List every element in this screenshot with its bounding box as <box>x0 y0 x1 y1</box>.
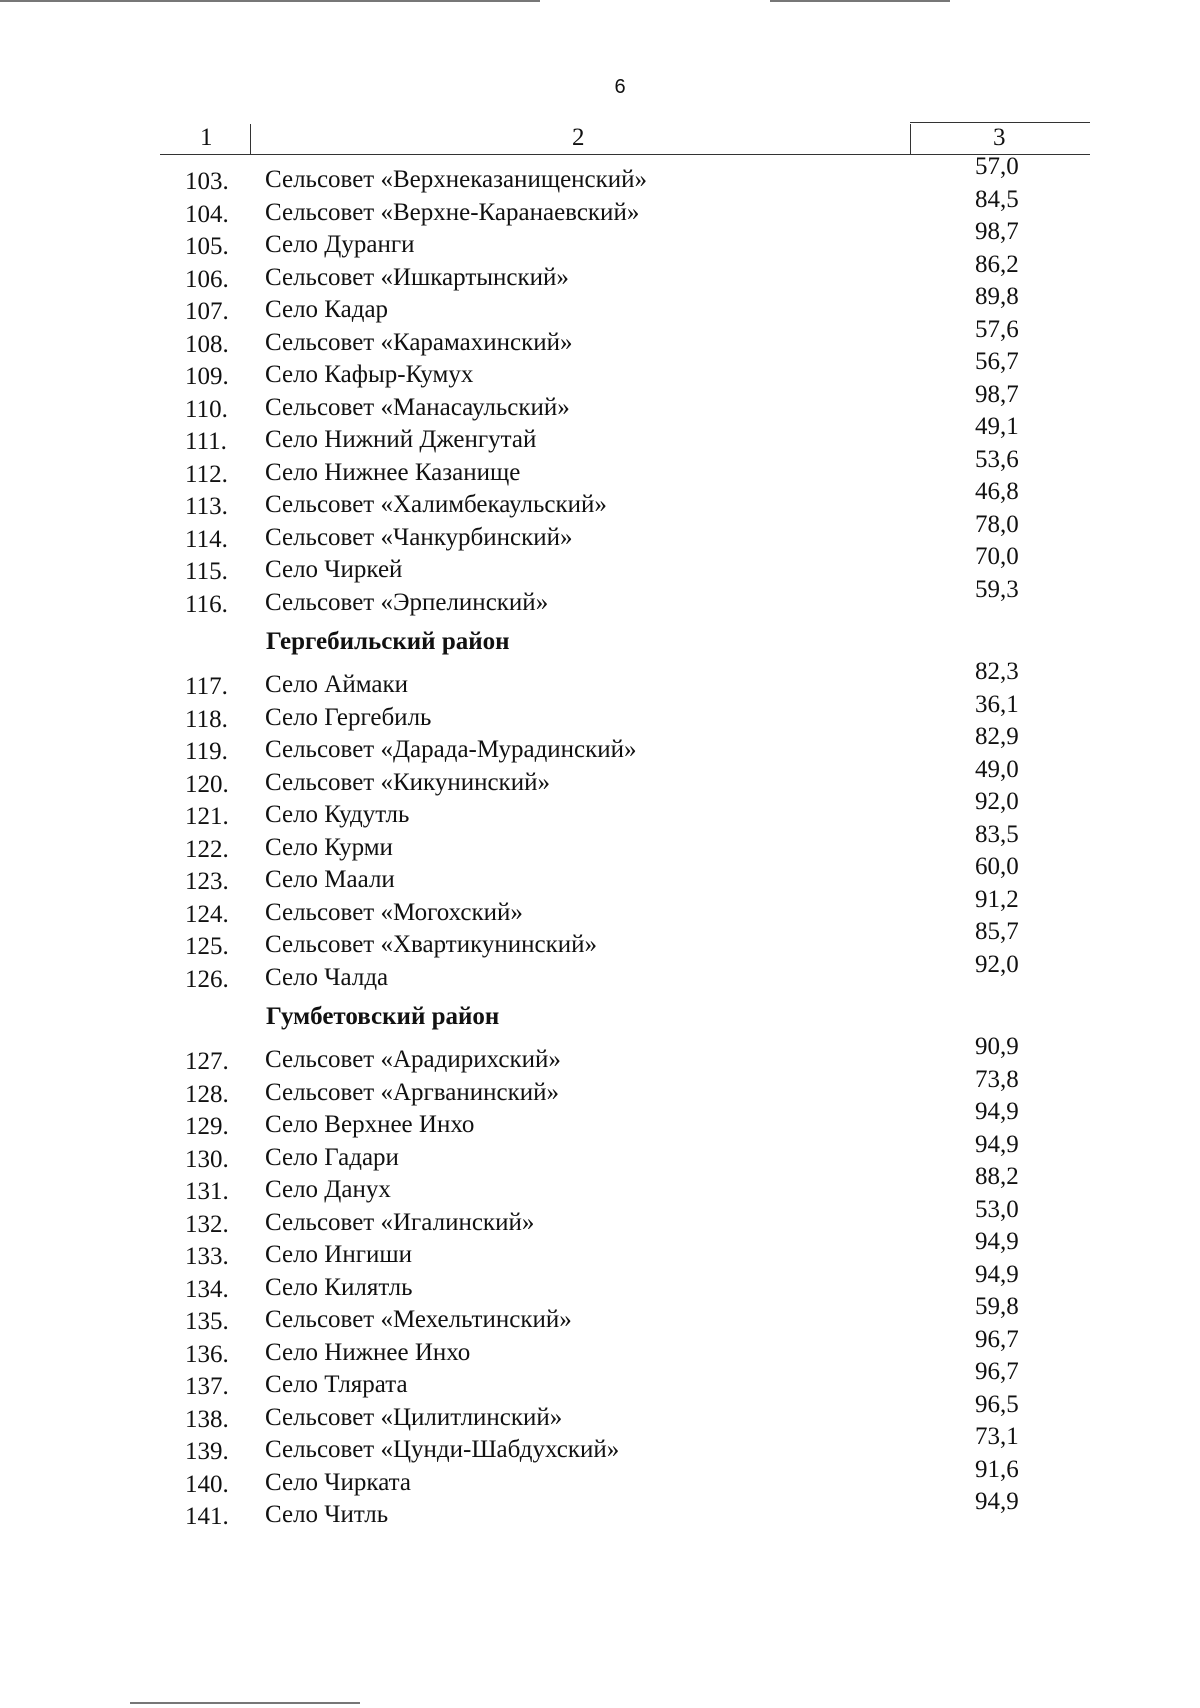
row-value: 73,8 <box>975 1065 1019 1093</box>
row-number: 104. <box>185 200 229 228</box>
row-number: 140. <box>185 1470 229 1498</box>
row-number: 127. <box>185 1048 229 1075</box>
table-row <box>0 1488 1200 1530</box>
row-number: 110. <box>185 395 228 423</box>
row-name: Сельсовет «Манасаульский» <box>265 393 570 421</box>
row-number: 103. <box>185 168 229 195</box>
row-value: 88,2 <box>975 1163 1019 1190</box>
table-row <box>0 658 1200 700</box>
table-row <box>0 1293 1200 1335</box>
page-number: 6 <box>614 76 626 98</box>
table-row <box>0 413 1200 455</box>
row-number: 124. <box>185 900 229 928</box>
row-number: 139. <box>185 1438 229 1465</box>
table-row <box>0 918 1200 960</box>
district-heading <box>0 988 1200 1038</box>
row-value: 96,5 <box>975 1390 1019 1418</box>
table-row <box>0 478 1200 520</box>
row-name: Сельсовет «Ишкартынский» <box>265 263 569 291</box>
row-name: Сельсовет «Верхнеказанищенский» <box>265 166 648 193</box>
row-name: Село Нижний Дженгутай <box>265 426 537 453</box>
table-row <box>0 1228 1200 1270</box>
row-name: Село Аймаки <box>265 671 409 698</box>
table-row <box>0 820 1200 863</box>
header-col-2: 2 <box>572 124 585 151</box>
row-value: 83,5 <box>975 820 1019 848</box>
row-number: 130. <box>185 1145 229 1173</box>
row-number: 138. <box>185 1405 229 1433</box>
header-divider <box>910 124 911 154</box>
district-heading <box>0 613 1200 663</box>
table-body <box>0 153 1200 1530</box>
scan-border-bottom <box>130 1702 360 1704</box>
table-row <box>0 755 1200 798</box>
row-name: Сельсовет «Чанкурбинский» <box>265 523 573 551</box>
row-value: 56,7 <box>975 348 1019 375</box>
row-name: Село Килятль <box>265 1273 413 1301</box>
row-number: 121. <box>185 803 229 830</box>
row-number: 125. <box>185 933 229 960</box>
row-value: 92,0 <box>975 950 1019 978</box>
row-number: 120. <box>185 770 229 798</box>
table-row <box>0 1033 1200 1075</box>
row-name: Село Чиркей <box>265 556 403 583</box>
row-number: 105. <box>185 233 229 260</box>
row-number: 132. <box>185 1210 229 1238</box>
row-number: 131. <box>185 1178 229 1205</box>
table-row <box>0 218 1200 260</box>
row-value: 84,5 <box>975 185 1019 213</box>
table-row <box>0 1325 1200 1368</box>
row-value: 91,2 <box>975 885 1019 913</box>
row-value: 94,9 <box>975 1488 1019 1515</box>
table-row <box>0 853 1200 895</box>
row-value: 98,7 <box>975 218 1019 245</box>
row-value: 59,8 <box>975 1293 1019 1320</box>
row-name: Село Тлярата <box>265 1371 408 1398</box>
row-value: 94,9 <box>975 1130 1019 1158</box>
row-name: Село Гадари <box>265 1143 399 1171</box>
row-name: Село Чалда <box>265 963 389 991</box>
row-name: Сельсовет «Цунди-Шабдухский» <box>265 1436 620 1463</box>
row-number: 106. <box>185 265 229 293</box>
row-name: Село Нижнее Инхо <box>265 1338 471 1366</box>
row-value: 98,7 <box>975 380 1019 408</box>
row-number: 114. <box>185 525 228 553</box>
row-name: Сельсовет «Халимбекаульский» <box>265 491 607 518</box>
table-row <box>0 950 1200 993</box>
table-row <box>0 885 1200 928</box>
row-name: Село Чирката <box>265 1468 411 1496</box>
row-number: 126. <box>185 965 229 993</box>
row-value: 89,8 <box>975 283 1019 310</box>
row-number: 137. <box>185 1373 229 1400</box>
table-row <box>0 690 1200 733</box>
row-value: 92,0 <box>975 788 1019 815</box>
row-number: 108. <box>185 330 229 358</box>
row-name: Село Кафыр-Кумух <box>265 361 474 388</box>
table-row <box>0 788 1200 830</box>
row-name: Сельсовет «Мехельтинский» <box>265 1306 572 1333</box>
table-row <box>0 380 1200 423</box>
row-name: Село Курми <box>265 833 393 861</box>
row-number: 134. <box>185 1275 229 1303</box>
row-value: 53,0 <box>975 1195 1019 1223</box>
row-name: Село Дуранги <box>265 231 415 258</box>
row-number: 111. <box>185 428 227 455</box>
table-row <box>0 283 1200 325</box>
row-number: 128. <box>185 1080 229 1108</box>
row-value: 46,8 <box>975 478 1019 505</box>
table-row <box>0 1260 1200 1303</box>
row-value: 78,0 <box>975 510 1019 538</box>
district-title: Гумбетовский район <box>266 1003 500 1030</box>
row-value: 94,9 <box>975 1260 1019 1288</box>
row-number: 112. <box>185 460 228 488</box>
row-value: 94,9 <box>975 1098 1019 1125</box>
row-number: 118. <box>185 705 228 733</box>
table-row <box>0 1098 1200 1140</box>
row-value: 96,7 <box>975 1325 1019 1353</box>
table-row <box>0 1390 1200 1433</box>
row-name: Село Читль <box>265 1501 389 1528</box>
row-value: 53,6 <box>975 445 1019 473</box>
row-name: Сельсовет «Хвартикунинский» <box>265 931 598 958</box>
row-name: Сельсовет «Аргванинский» <box>265 1078 559 1106</box>
table-row <box>0 315 1200 358</box>
table-row <box>0 723 1200 765</box>
table-row <box>0 153 1200 195</box>
row-number: 116. <box>185 590 228 618</box>
row-name: Сельсовет «Игалинский» <box>265 1208 535 1236</box>
row-value: 82,9 <box>975 723 1019 750</box>
row-number: 135. <box>185 1308 229 1335</box>
row-number: 119. <box>185 738 228 765</box>
row-value: 91,6 <box>975 1455 1019 1483</box>
table-header <box>160 118 1090 156</box>
table-row <box>0 1163 1200 1205</box>
row-name: Село Кудутль <box>265 801 410 828</box>
row-value: 49,0 <box>975 755 1019 783</box>
row-value: 59,3 <box>975 575 1019 603</box>
table-row <box>0 185 1200 228</box>
row-name: Село Гергебиль <box>265 703 432 731</box>
table-row <box>0 348 1200 390</box>
row-number: 129. <box>185 1113 229 1140</box>
table-row <box>0 543 1200 585</box>
table-row <box>0 445 1200 488</box>
row-value: 90,9 <box>975 1033 1019 1060</box>
scan-border-top <box>0 0 540 2</box>
row-value: 85,7 <box>975 918 1019 945</box>
header-divider <box>250 124 251 154</box>
row-number: 113. <box>185 493 228 520</box>
row-value: 60,0 <box>975 853 1019 880</box>
table-row <box>0 1423 1200 1465</box>
row-number: 107. <box>185 298 229 325</box>
row-name: Сельсовет «Верхне-Каранаевский» <box>265 198 640 226</box>
row-number: 123. <box>185 868 229 895</box>
row-name: Сельсовет «Кикунинский» <box>265 768 550 796</box>
row-name: Сельсовет «Эрпелинский» <box>265 588 549 616</box>
row-value: 86,2 <box>975 250 1019 278</box>
row-value: 96,7 <box>975 1358 1019 1385</box>
row-name: Сельсовет «Дарада-Мурадинский» <box>265 736 637 763</box>
row-name: Село Кадар <box>265 296 389 323</box>
table-row <box>0 575 1200 618</box>
row-name: Сельсовет «Карамахинский» <box>265 328 573 356</box>
row-value: 36,1 <box>975 690 1019 718</box>
table-row <box>0 1358 1200 1400</box>
row-name: Сельсовет «Арадирихский» <box>265 1046 561 1073</box>
row-value: 82,3 <box>975 658 1019 685</box>
row-value: 49,1 <box>975 413 1019 440</box>
table-row <box>0 510 1200 553</box>
row-name: Село Верхнее Инхо <box>265 1111 475 1138</box>
row-number: 117. <box>185 673 228 700</box>
header-col-3: 3 <box>993 124 1006 151</box>
header-col-1: 1 <box>200 124 213 151</box>
district-title: Гергебильский район <box>266 628 510 655</box>
table-row <box>0 1455 1200 1498</box>
table-row <box>0 250 1200 293</box>
row-number: 133. <box>185 1243 229 1270</box>
row-name: Сельсовет «Могохский» <box>265 898 523 926</box>
row-name: Сельсовет «Цилитлинский» <box>265 1403 563 1431</box>
row-name: Село Ингиши <box>265 1241 412 1268</box>
row-name: Село Данух <box>265 1176 391 1203</box>
row-number: 141. <box>185 1503 229 1530</box>
scan-border-top-right <box>770 0 950 2</box>
row-value: 70,0 <box>975 543 1019 570</box>
row-value: 94,9 <box>975 1228 1019 1255</box>
row-value: 57,0 <box>975 153 1019 180</box>
row-name: Село Нижнее Казанище <box>265 458 521 486</box>
header-top-rule <box>910 122 1090 123</box>
table-row <box>0 1195 1200 1238</box>
row-number: 136. <box>185 1340 229 1368</box>
table-row <box>0 1065 1200 1108</box>
row-value: 73,1 <box>975 1423 1019 1450</box>
row-number: 109. <box>185 363 229 390</box>
table-row <box>0 1130 1200 1173</box>
row-name: Село Маали <box>265 866 395 893</box>
row-number: 115. <box>185 558 228 585</box>
row-number: 122. <box>185 835 229 863</box>
header-bottom-rule <box>160 154 1090 155</box>
row-value: 57,6 <box>975 315 1019 343</box>
